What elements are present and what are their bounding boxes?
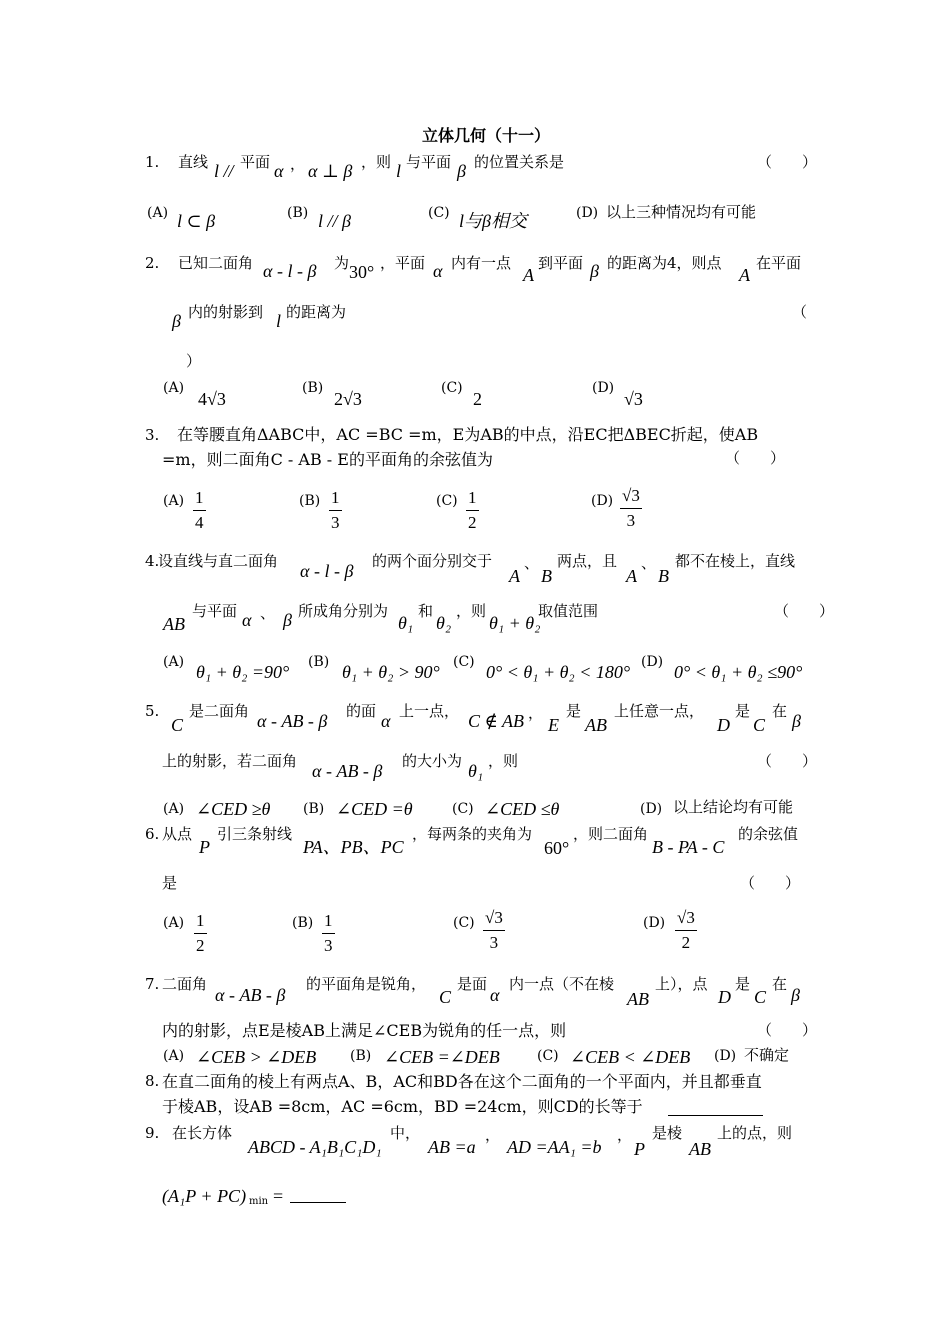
q4-text: 、 bbox=[260, 604, 276, 622]
q7-line-2: 内的射影，点E是棱AB上满足∠CEB为锐角的任一点，则 bbox=[162, 1021, 567, 1040]
q3-option-d-fraction: √3 3 bbox=[622, 486, 640, 530]
q1-option-b-label: (B) bbox=[287, 205, 309, 221]
q9-math-ad: AD =AA₁ =b bbox=[507, 1137, 602, 1157]
q3-option-a-label: (A) bbox=[163, 493, 185, 509]
q6-option-a-fraction: 1 2 bbox=[196, 911, 205, 955]
q8-answer-blank[interactable] bbox=[668, 1115, 763, 1116]
q6-text: ，则二面角 bbox=[573, 825, 649, 843]
q4-option-a-label: (A) bbox=[163, 654, 185, 670]
q2-text: 内有一点 bbox=[451, 254, 512, 272]
q4-option-c: 0° < θ₁ + θ₂ < 180° bbox=[486, 662, 631, 682]
q7-option-a: ∠CEB > ∠DEB bbox=[196, 1047, 317, 1067]
q4-option-c-label: (C) bbox=[453, 654, 475, 670]
q1-option-d-label: (D) bbox=[576, 205, 599, 221]
q4-text: 两点，且 bbox=[557, 552, 618, 570]
q3-number: 3. bbox=[145, 426, 160, 444]
q5-text: 在 bbox=[772, 702, 788, 720]
q5-option-a-label: (A) bbox=[163, 801, 185, 817]
q4-text: 都不在棱上，直线 bbox=[675, 552, 796, 570]
q2-math-angle: 30° bbox=[349, 262, 375, 282]
q6-text: 从点 bbox=[162, 825, 193, 843]
q7-math-dihedral: α - AB - β bbox=[215, 985, 286, 1005]
q6-option-d-fraction: √3 2 bbox=[677, 908, 695, 952]
q7-option-c: ∠CEB < ∠DEB bbox=[570, 1047, 691, 1067]
q8-line-1: 在直二面角的棱上有两点A、B，AC和BD各在这个二面角的一个平面内，并且都垂直 bbox=[162, 1072, 762, 1091]
q9-number: 9. bbox=[145, 1124, 160, 1142]
q4-option-a: θ₁ + θ₂ =90° bbox=[196, 662, 290, 682]
q5-number: 5. bbox=[145, 702, 160, 720]
q1-text: 的位置关系是 bbox=[474, 153, 565, 171]
q7-option-d: 不确定 bbox=[744, 1046, 790, 1064]
q5-math-ab: AB bbox=[585, 715, 607, 735]
q4-math-b: B bbox=[541, 566, 552, 586]
q9-math-expression: (A₁P + PC) bbox=[162, 1186, 247, 1206]
q2-option-c: 2 bbox=[473, 389, 482, 409]
q5-math-notin: C ∉ AB bbox=[468, 711, 524, 731]
q9-text: ， bbox=[617, 1126, 633, 1144]
q9-text: 上的点，则 bbox=[717, 1124, 793, 1142]
q6-option-c-label: (C) bbox=[453, 915, 475, 931]
q7-number: 7. bbox=[145, 975, 160, 993]
q2-paren-close: ） bbox=[186, 352, 202, 370]
q1-text: 直线 bbox=[178, 153, 209, 171]
q6-option-a-label: (A) bbox=[163, 915, 185, 931]
q1-math-alpha: α bbox=[274, 161, 284, 181]
q4-math-alpha: α bbox=[242, 610, 252, 630]
q5-text: ，则 bbox=[488, 752, 519, 770]
q2-option-a-label: (A) bbox=[163, 380, 185, 396]
q1-math-l-parallel: l // bbox=[214, 161, 234, 181]
q7-option-c-label: (C) bbox=[537, 1048, 559, 1064]
q4-text: 所成角分别为 bbox=[298, 602, 389, 620]
q5-option-b-label: (B) bbox=[303, 801, 325, 817]
q6-math-angle: 60° bbox=[544, 838, 570, 858]
q4-math-ab: AB bbox=[163, 614, 185, 634]
q7-text: 的平面角是锐角， bbox=[306, 975, 427, 993]
q2-text: 内的射影到 bbox=[188, 303, 264, 321]
q4-text: 设直线与直二面角 bbox=[158, 552, 279, 570]
q2-math-a2: A bbox=[739, 265, 750, 285]
q7-text: 上），点 bbox=[655, 975, 708, 993]
q1-option-c: l与β相交 bbox=[459, 211, 527, 231]
q5-option-d: 以上结论均有可能 bbox=[673, 798, 794, 816]
q9-text: ， bbox=[485, 1126, 501, 1144]
q3-option-a-fraction: 1 4 bbox=[195, 488, 204, 532]
q7-text: 二面角 bbox=[162, 975, 208, 993]
q5-text: 是 bbox=[735, 702, 751, 720]
q6-answer-paren: （ ） bbox=[740, 874, 801, 892]
q5-text: 上的射影，若二面角 bbox=[162, 752, 298, 770]
q5-math-beta: β bbox=[792, 711, 801, 731]
q2-option-d: √3 bbox=[624, 389, 643, 409]
q7-math-alpha: α bbox=[490, 985, 500, 1005]
q2-math-beta2: β bbox=[172, 311, 181, 331]
q5-math-e: E bbox=[548, 715, 559, 735]
q4-option-d: 0° < θ₁ + θ₂ ≤90° bbox=[674, 662, 803, 682]
q5-text: 上任意一点， bbox=[614, 702, 705, 720]
q5-text: 是 bbox=[566, 702, 582, 720]
q5-option-c: ∠CED ≤θ bbox=[485, 799, 560, 819]
q9-text: 是棱 bbox=[652, 1124, 683, 1142]
q6-number: 6. bbox=[145, 825, 160, 843]
q1-text: ， bbox=[290, 155, 306, 173]
q9-subscript-min: min bbox=[249, 1196, 269, 1207]
q4-option-b-label: (B) bbox=[308, 654, 330, 670]
q4-number: 4. bbox=[145, 552, 160, 570]
q1-option-c-label: (C) bbox=[428, 205, 450, 221]
q2-text: ，平面 bbox=[380, 254, 426, 272]
q7-text: 是 bbox=[735, 975, 751, 993]
q2-paren-open: （ bbox=[792, 303, 808, 321]
q7-option-b-label: (B) bbox=[350, 1048, 372, 1064]
q7-math-ab: AB bbox=[627, 989, 649, 1009]
q5-math-c2: C bbox=[753, 715, 766, 735]
q4-math-theta2: θ₂ bbox=[436, 613, 452, 633]
q4-text: 与平面 bbox=[192, 602, 238, 620]
q2-option-a: 4√3 bbox=[198, 389, 226, 409]
q7-math-c2: C bbox=[754, 987, 767, 1007]
q2-text: 在平面 bbox=[756, 254, 802, 272]
q3-option-b-fraction: 1 3 bbox=[331, 488, 340, 532]
q9-math-cuboid: ABCD - A₁B₁C₁D₁ bbox=[248, 1137, 382, 1157]
q3-line-1: 在等腰直角ΔABC中，AC =BC =m，E为AB的中点，沿EC把ΔBEC折起，使AB bbox=[177, 425, 759, 444]
q3-option-c-label: (C) bbox=[436, 493, 458, 509]
q4-math-dihedral: α - l - β bbox=[300, 561, 354, 581]
q1-math-perp: α ⊥ β bbox=[308, 161, 353, 181]
q3-option-b-label: (B) bbox=[299, 493, 321, 509]
q3-answer-paren: （ ） bbox=[725, 449, 786, 467]
q3-option-c-fraction: 1 2 bbox=[468, 488, 477, 532]
q4-math-beta: β bbox=[283, 610, 292, 630]
q1-text: 平面 bbox=[240, 153, 271, 171]
q5-math-dihedral2: α - AB - β bbox=[312, 761, 383, 781]
q4-text: 取值范围 bbox=[538, 602, 599, 620]
q5-answer-paren: （ ） bbox=[757, 752, 818, 770]
q4-math-sum: θ₁ + θ₂ bbox=[489, 613, 541, 633]
q9-math-p: P bbox=[634, 1139, 645, 1159]
q2-option-c-label: (C) bbox=[441, 380, 463, 396]
q2-math-beta: β bbox=[590, 261, 599, 281]
q1-number: 1. bbox=[145, 153, 160, 171]
q7-math-beta: β bbox=[791, 985, 800, 1005]
q9-equals: = bbox=[273, 1186, 284, 1206]
q5-math-theta1: θ₁ bbox=[468, 761, 484, 781]
q1-option-a-label: (A) bbox=[147, 205, 169, 221]
q7-option-a-label: (A) bbox=[163, 1048, 185, 1064]
q2-option-b: 2√3 bbox=[334, 389, 362, 409]
q6-option-d-label: (D) bbox=[643, 915, 666, 931]
q7-answer-paren: （ ） bbox=[757, 1021, 818, 1039]
q5-math-dihedral: α - AB - β bbox=[257, 711, 328, 731]
q7-option-b: ∠CEB =∠DEB bbox=[384, 1047, 500, 1067]
q2-text: 的距离为 bbox=[286, 303, 347, 321]
q1-math-l: l bbox=[396, 161, 402, 181]
q2-text: 为 bbox=[334, 254, 350, 272]
q9-text: 在长方体 bbox=[172, 1124, 233, 1142]
q9-math-ab2: AB bbox=[689, 1139, 711, 1159]
q2-math-l: l bbox=[276, 311, 282, 331]
q2-number: 2. bbox=[145, 254, 160, 272]
q4-option-d-label: (D) bbox=[641, 654, 664, 670]
q6-option-b-label: (B) bbox=[292, 915, 314, 931]
q4-math-theta1: θ₁ bbox=[398, 613, 414, 633]
q9-text: 中， bbox=[390, 1124, 421, 1142]
q2-option-b-label: (B) bbox=[302, 380, 324, 396]
q4-math-a2: A bbox=[626, 566, 637, 586]
q2-text: 的距离为4，则点 bbox=[607, 254, 722, 272]
q3-option-d-label: (D) bbox=[591, 493, 614, 509]
q2-math-alpha: α bbox=[433, 261, 443, 281]
q7-text: 是面 bbox=[457, 975, 488, 993]
q7-text: 在 bbox=[772, 975, 788, 993]
q6-option-b-fraction: 1 3 bbox=[324, 911, 333, 955]
q2-math-dihedral: α - l - β bbox=[263, 261, 317, 281]
q5-option-c-label: (C) bbox=[452, 801, 474, 817]
q6-text: ，每两条的夹角为 bbox=[412, 825, 533, 843]
q5-option-d-label: (D) bbox=[640, 801, 663, 817]
q4-text: 、 bbox=[524, 554, 540, 572]
q5-option-a: ∠CED ≥θ bbox=[196, 799, 271, 819]
q5-text: 的大小为 bbox=[402, 752, 463, 770]
q7-math-d: D bbox=[718, 987, 731, 1007]
q4-text: ，则 bbox=[456, 602, 487, 620]
q7-text: 内一点（不在棱 bbox=[509, 975, 615, 993]
q6-text: 是 bbox=[162, 874, 178, 892]
q2-math-a: A bbox=[523, 265, 534, 285]
q7-option-d-label: (D) bbox=[714, 1048, 737, 1064]
q4-text: 的两个面分别交于 bbox=[372, 552, 493, 570]
page-title: 立体几何（十一） bbox=[422, 126, 551, 145]
q4-text: 和 bbox=[418, 602, 434, 620]
q4-math-a: A bbox=[509, 566, 520, 586]
q6-math-rays: PA、PB、PC bbox=[303, 837, 404, 857]
q5-option-b: ∠CED =θ bbox=[336, 799, 413, 819]
q1-option-d: 以上三种情况均有可能 bbox=[606, 203, 757, 221]
q4-answer-paren: （ ） bbox=[774, 602, 835, 620]
q5-text: ， bbox=[528, 704, 544, 722]
q6-text: 的余弦值 bbox=[738, 825, 799, 843]
q1-answer-paren: （ ） bbox=[757, 153, 818, 171]
q4-option-b: θ₁ + θ₂ > 90° bbox=[342, 662, 440, 682]
q2-option-d-label: (D) bbox=[592, 380, 615, 396]
q7-math-c: C bbox=[439, 987, 452, 1007]
q6-text: 引三条射线 bbox=[217, 825, 293, 843]
q5-text: 上一点， bbox=[399, 702, 460, 720]
q6-option-c-fraction: √3 3 bbox=[485, 908, 503, 952]
q5-math-d: D bbox=[717, 715, 730, 735]
q9-answer-blank[interactable] bbox=[290, 1202, 346, 1203]
q5-text: 是二面角 bbox=[189, 702, 250, 720]
q6-math-p: P bbox=[199, 837, 210, 857]
q5-math-alpha: α bbox=[381, 711, 391, 731]
q1-text: 与平面 bbox=[406, 153, 452, 171]
q3-line-2: =m，则二面角C - AB - E的平面角的余弦值为 bbox=[162, 450, 493, 469]
q5-math-c: C bbox=[171, 715, 184, 735]
q9-math-ab: AB =a bbox=[428, 1137, 476, 1157]
q4-math-b2: B bbox=[658, 566, 669, 586]
q2-text: 已知二面角 bbox=[178, 254, 254, 272]
q1-option-b: l // β bbox=[318, 211, 351, 231]
q8-line-2: 于棱AB，设AB =8cm，AC =6cm，BD =24cm，则CD的长等于 bbox=[162, 1097, 643, 1116]
q6-math-dihedral: B - PA - C bbox=[652, 837, 725, 857]
q1-text: ，则 bbox=[361, 153, 392, 171]
q2-text: 到平面 bbox=[538, 254, 584, 272]
q1-option-a: l ⊂ β bbox=[177, 211, 216, 231]
q1-math-beta: β bbox=[457, 161, 466, 181]
q5-text: 的面 bbox=[346, 702, 377, 720]
q8-number: 8. bbox=[145, 1072, 160, 1090]
q4-text: 、 bbox=[641, 554, 657, 572]
